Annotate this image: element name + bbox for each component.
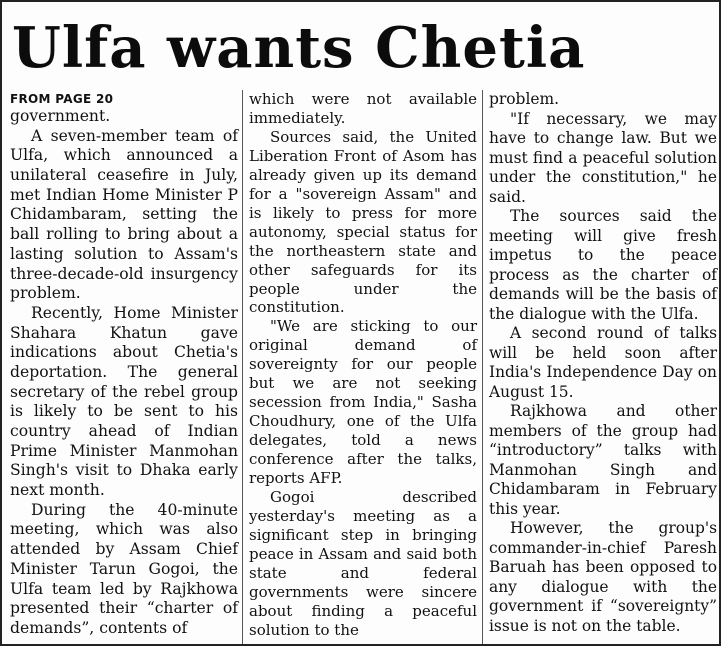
paragraph: Gogoi described yesterday's meeting as a significant step in bringing peace in Assam and said both state and federal governments were sincere about finding a peaceful solution to the: [249, 488, 477, 639]
paragraph: The sources said the meeting will give fresh impetus to the peace process as the charter of demands will be the basis of the dialogue with the Ulfa.: [489, 207, 717, 323]
headline: Ulfa wants Chetia: [12, 15, 586, 81]
continuation-kicker: FROM PAGE 20: [10, 92, 114, 106]
paragraph: "We are sticking to our original demand of sovereignty for our people but we are not seeking secession from India," Sasha Choudhury, one of the Ulfa delegates, told a news conference after the talks, reports AFP.: [249, 317, 477, 488]
paragraph: During the 40-minute meeting, which was also attended by Assam Chief Minister Tarun Gogoi, the Ulfa team led by Rajkhowa presented their “charter of demands”, contents of: [10, 500, 238, 637]
article-column-2: [249, 90, 477, 640]
paragraph: Recently, Home Minister Shahara Khatun gave indications about Chetia's deportation. The general secretary of the rebel group is likely to be sent to his country ahead of Indian Prime Minister Manmohan Singh's visit to Dhaka early next month.: [10, 303, 238, 500]
column-divider: [482, 90, 483, 644]
article-column-1: [10, 90, 238, 639]
column-divider: [242, 90, 243, 644]
paragraph: However, the group's commander-in-chief Paresh Baruah has been opposed to any dialogue with the government if “sovereignty” issue is not on the table.: [489, 519, 717, 635]
article-column-3: [489, 90, 717, 636]
paragraph: A seven-member team of Ulfa, which announced a unilateral ceasefire in July, met Indian Home Minister P Chidambaram, setting the ball rolling to bring about a lasting solution to Assam's three-decade-old insurgency problem.: [10, 126, 238, 303]
paragraph: government.: [10, 107, 111, 125]
paragraph: Sources said, the United Liberation Front of Asom has already given up its demand for a "sovereign Assam" and is likely to press for more autonomy, special status for the northeastern state and other safeguards for its people under the constitution.: [249, 127, 477, 317]
paragraph: problem.: [489, 90, 560, 108]
paragraph: "If necessary, we may have to change law. But we must find a peaceful solution under the constitution," he said.: [489, 109, 717, 206]
paragraph: which were not available immediately.: [249, 90, 477, 127]
paragraph: Rajkhowa and other members of the group had “introductory” talks with Manmohan Singh and Chidambaram in February this year.: [489, 402, 717, 518]
paragraph: A second round of talks will be held soon after India's Independence Day on August 15.: [489, 324, 717, 401]
